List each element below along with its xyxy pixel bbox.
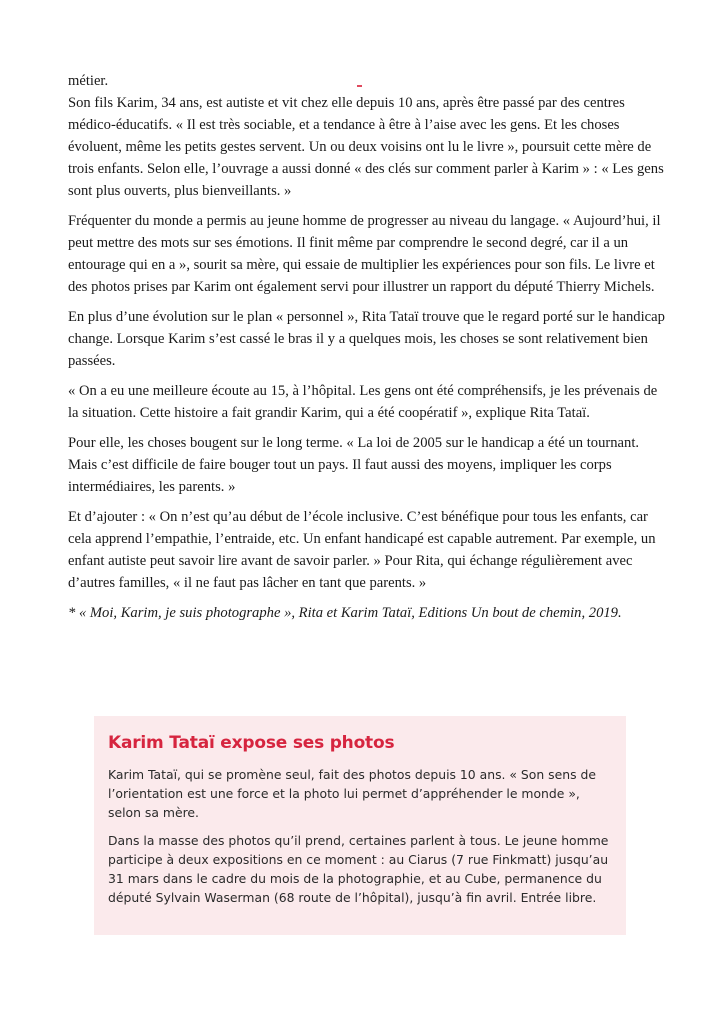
- article-paragraph: « On a eu une meilleure écoute au 15, à l’hôpital. Les gens ont été compréhensifs, je les prévenais de la situation. Cette histoire a fait grandir Karim, qui a été coopératif », explique Rita Tataï.: [68, 383, 658, 421]
- sidebar-box-title: Karim Tataï expose ses photos: [108, 733, 395, 753]
- sidebar-box-paragraph: Karim Tataï, qui se promène seul, fait des photos depuis 10 ans. « Son sens de l’orientation est une force et la photo lui permet d’appréhender le monde », selon sa mère.: [108, 767, 596, 820]
- sidebar-box-paragraph: Dans la masse des photos qu’il prend, certaines parlent à tous. Le jeune homme participe à deux expositions en ce moment : au Ciarus (7 rue Finkmatt) jusqu’au 31 mars dans le cadre du mois de la photographie, et au Cube, permanence du député Sylvain Waserman (68 route de l’hôpital), jusqu’à fin avril. Entrée libre.: [108, 833, 609, 905]
- book-footnote: * « Moi, Karim, je suis photographe », Rita et Karim Tataï, Editions Un bout de chemin, 2019.: [68, 605, 622, 621]
- article-paragraph: Et d’ajouter : « On n’est qu’au début de l’école inclusive. C’est bénéfique pour tous les enfants, car cela apprend l’empathie, l’entraide, etc. Un enfant handicapé est capable autrement. Par exemple, un enfant autiste peut savoir lire avant de savoir parler. » Pour Rita, qui échange régulièrement avec d’autres familles, « il ne faut pas lâcher en tant que parents. »: [68, 509, 656, 591]
- article-paragraph: Pour elle, les choses bougent sur le long terme. « La loi de 2005 sur le handicap a été un tournant. Mais c’est difficile de faire bouger tout un pays. Il faut aussi des moyens, impliquer les corps intermédiaires, les parents. »: [68, 435, 640, 495]
- article-paragraph: Son fils Karim, 34 ans, est autiste et vit chez elle depuis 10 ans, après être passé par des centres médico-éducatifs. « Il est très sociable, et a tendance à être à l’aise avec les gens. Et les choses évoluent, même les petits gestes servent. Un ou deux voisins ont lu le livre », poursuit cette mère de trois enfants. Selon elle, l’ouvrage a aussi donné « des clés sur comment parler à Karim » : « Les gens sont plus ouverts, plus bienveillants. »: [68, 95, 664, 199]
- article-body: [68, 70, 668, 632]
- article-paragraph: Fréquenter du monde a permis au jeune homme de progresser au niveau du langage. « Aujourd’hui, il peut mettre des mots sur ses émotions. Il finit même par comprendre le second degré, car il a un entourage qui en a », sourit sa mère, qui essaie de multiplier les expériences pour son fils. Le livre et des photos prises par Karim ont également servi pour illustrer un rapport du député Thierry Michels.: [68, 213, 661, 295]
- exhibition-sidebar-box: [94, 716, 626, 935]
- article-paragraph: En plus d’une évolution sur le plan « personnel », Rita Tataï trouve que le regard porté sur le handicap change. Lorsque Karim s’est cassé le bras il y a quelques mois, les choses se sont relativement bien passées.: [68, 309, 665, 369]
- article-continuation: métier.: [68, 73, 109, 89]
